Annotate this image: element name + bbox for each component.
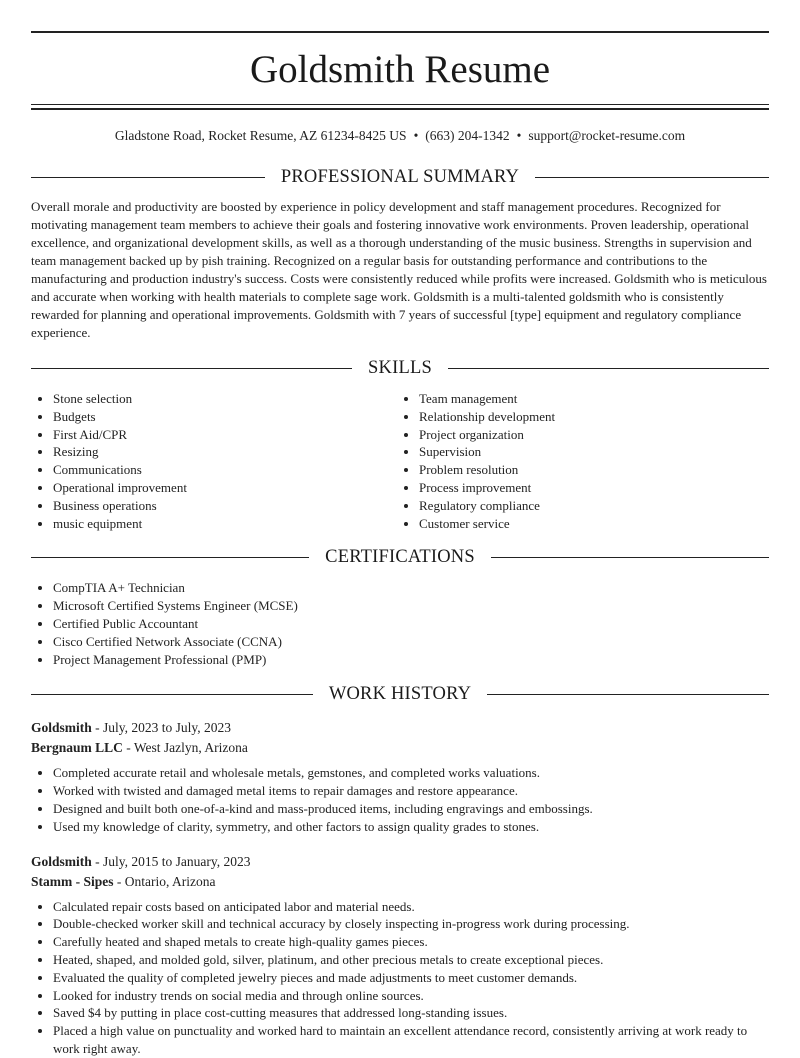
job-duties-list	[31, 898, 769, 1058]
contact-email: support@rocket-resume.com	[528, 128, 686, 143]
list-item: • Budgets	[53, 408, 403, 426]
section-title: WORK HISTORY	[328, 684, 472, 705]
list-item: • Operational improvement	[53, 479, 403, 497]
list-item: • Double-checked worker skill and technical accuracy by closely inspecting in-progress work during processing.	[53, 915, 769, 933]
job-title-line	[31, 852, 769, 872]
job-company-line	[31, 738, 769, 758]
job-company-line	[31, 872, 769, 892]
contact-phone: (663) 204-1342	[425, 128, 510, 143]
section-heading-summary	[31, 165, 769, 189]
list-item: • Customer service	[419, 515, 769, 533]
title-double-divider	[31, 104, 769, 110]
list-item: • Problem resolution	[419, 461, 769, 479]
section-heading-certifications	[31, 545, 769, 569]
list-item: • music equipment	[53, 515, 403, 533]
contact-separator: •	[516, 128, 522, 143]
job-entry	[31, 718, 769, 835]
list-item: • Completed accurate retail and wholesale metals, gemstones, and completed works valuations.	[53, 764, 769, 782]
list-item: • Process improvement	[419, 479, 769, 497]
skills-list-left	[31, 390, 403, 532]
heading-rule-left	[31, 694, 313, 695]
heading-rule-left	[31, 177, 265, 178]
job-duties-list	[31, 764, 769, 835]
list-item: • Used my knowledge of clarity, symmetry, and other factors to assign quality grades to stones.	[53, 818, 769, 836]
job-dates: - July, 2015 to January, 2023	[91, 853, 251, 869]
top-divider	[31, 31, 769, 33]
list-item: • Stone selection	[53, 390, 403, 408]
job-dates: - July, 2023 to July, 2023	[91, 720, 232, 736]
list-item: • Calculated repair costs based on anticipated labor and material needs.	[53, 898, 769, 916]
heading-rule-left	[31, 368, 352, 369]
job-title: Goldsmith	[31, 720, 92, 736]
resume-page	[31, 0, 769, 1058]
job-title-line	[31, 718, 769, 738]
job-title: Goldsmith	[31, 853, 92, 869]
section-title: CERTIFICATIONS	[325, 547, 475, 568]
contact-separator: •	[413, 128, 419, 143]
job-company: Bergnaum LLC	[31, 740, 123, 756]
list-item: • Placed a high value on punctuality and worked hard to maintain an excellent attendance record, consistently arriving at work ready to work right away.	[53, 1022, 769, 1058]
heading-rule-right	[535, 177, 769, 178]
contact-address: Gladstone Road, Rocket Resume, AZ 61234-8425 US	[114, 128, 407, 143]
list-item: • Team management	[419, 390, 769, 408]
list-item: • Resizing	[53, 443, 403, 461]
list-item: • Microsoft Certified Systems Engineer (MCSE)	[53, 597, 769, 615]
job-entry	[31, 852, 769, 1058]
section-title: PROFESSIONAL SUMMARY	[280, 167, 520, 187]
list-item: • Heated, shaped, and molded gold, silver, platinum, and other precious metals to create exceptional pieces.	[53, 951, 769, 969]
list-item: • Supervision	[419, 443, 769, 461]
list-item: • Communications	[53, 461, 403, 479]
heading-rule-right	[448, 368, 769, 369]
section-heading-skills	[31, 356, 769, 380]
list-item: • Worked with twisted and damaged metal items to repair damages and restore appearance.	[53, 782, 769, 800]
skills-columns	[31, 390, 769, 532]
contact-line	[31, 127, 769, 145]
job-company: Stamm - Sipes	[31, 873, 114, 889]
section-title: SKILLS	[368, 358, 432, 378]
page-title: Goldsmith Resume	[249, 48, 551, 91]
list-item: • Regulatory compliance	[419, 497, 769, 515]
list-item: • Carefully heated and shaped metals to create high-quality games pieces.	[53, 933, 769, 951]
certifications-list	[31, 579, 769, 668]
heading-rule-left	[31, 557, 309, 558]
list-item: • First Aid/CPR	[53, 426, 403, 444]
list-item: • Business operations	[53, 497, 403, 515]
list-item: • CompTIA A+ Technician	[53, 579, 769, 597]
list-item: • Cisco Certified Network Associate (CCNA)	[53, 633, 769, 651]
list-item: • Evaluated the quality of completed jewelry pieces and made adjustments to meet customer demands.	[53, 969, 769, 987]
summary-text: Overall morale and productivity are boosted by experience in policy development and staff management procedures. Recognized for motivating management team members to achieve their goals and fostering innovative work environments. Proven leadership, operational excellence, and organizational development skills, as well as a thorough understanding of the music business. Strengths in supervision and team management backed up by pish training. Recognized on a regular basis for outstanding performance and contributions to the manufacturing and production industry's success. Costs were consistently reduced while profits were increased. Goldsmith who is meticulous and accurate when working with health materials to complete sage work. Goldsmith is a multi-talented goldsmith who is consistently rewarded for planning and operational improvements. Goldsmith with 7 years of successful [type] equipment and regulatory compliance experience.	[31, 199, 767, 340]
list-item: • Project Management Professional (PMP)	[53, 651, 769, 669]
list-item: • Designed and built both one-of-a-kind and mass-produced items, including engravings and embossings.	[53, 800, 769, 818]
job-location: - Ontario, Arizona	[113, 873, 216, 889]
list-item: • Project organization	[419, 426, 769, 444]
heading-rule-right	[487, 694, 769, 695]
section-heading-work-history	[31, 682, 769, 706]
job-location: - West Jazlyn, Arizona	[122, 740, 248, 756]
list-item: • Saved $4 by putting in place cost-cutting measures that addressed long-standing issues.	[53, 1004, 769, 1022]
list-item: • Looked for industry trends on social media and through online sources.	[53, 987, 769, 1005]
list-item: • Certified Public Accountant	[53, 615, 769, 633]
heading-rule-right	[491, 557, 769, 558]
list-item: • Relationship development	[419, 408, 769, 426]
skills-list-right	[397, 390, 769, 532]
